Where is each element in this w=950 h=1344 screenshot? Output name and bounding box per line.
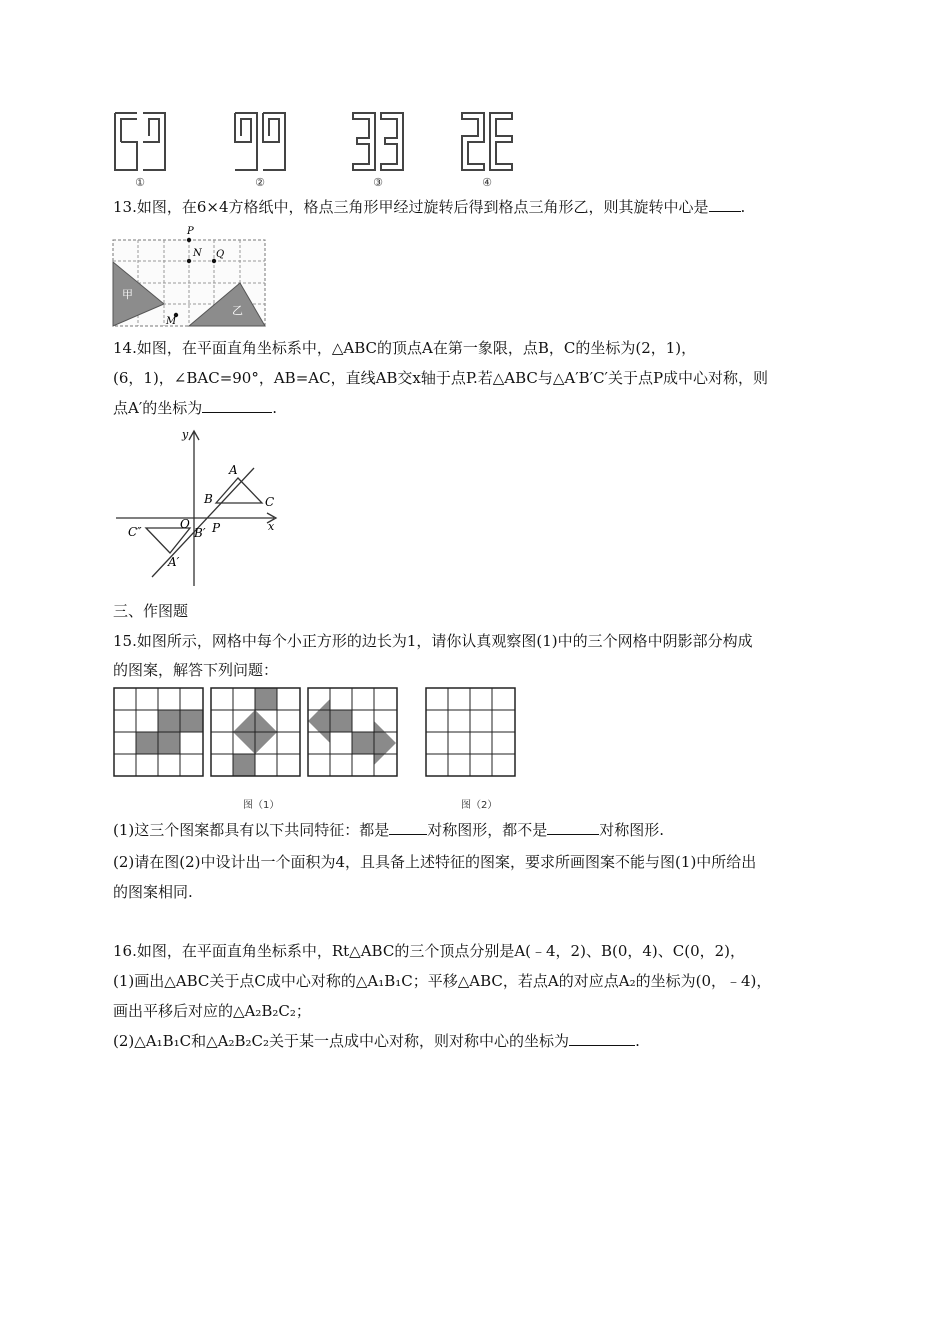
q15-grids-svg — [112, 687, 517, 782]
glyph-22 — [462, 113, 512, 170]
q14-label-Ap: A′ — [168, 555, 180, 569]
q13-answer-blank[interactable] — [709, 197, 741, 212]
q14-label-P: P — [212, 521, 221, 535]
q14-label-y: y — [182, 428, 189, 441]
q13-label-jia: 甲 — [122, 288, 133, 301]
q16-line2: (1)画出△ABC关于点C成中心对称的△A₁B₁C；平移△ABC，若点A的对应点A₂的坐标为(0，﹣4)， — [113, 972, 772, 990]
q15-part1: (1)这三个图案都具有以下共同特征：都是 对称图形，都不是 对称图形. — [113, 821, 665, 839]
q14-label-C: C — [265, 495, 275, 509]
q14-answer-blank[interactable] — [202, 398, 272, 413]
q14-label-O: O — [180, 517, 190, 531]
q13-label-Q: Q — [216, 249, 225, 260]
q14-coordinate-svg — [112, 424, 284, 590]
q15-figures — [112, 687, 517, 782]
q15-part2-line1: (2)请在图(2)中设计出一个面积为4，且具备上述特征的图案，要求所画图案不能与图(1)中所给出 — [113, 853, 757, 871]
q14-line3: 点A′的坐标为 . — [113, 399, 278, 417]
q13-label-yi: 乙 — [232, 304, 243, 317]
q13-label-N: N — [193, 248, 202, 259]
q16-answer-blank[interactable] — [569, 1031, 635, 1046]
q13-label-P: P — [187, 226, 194, 237]
glyph-33 — [353, 113, 403, 170]
q14-figure — [112, 424, 284, 590]
q14-label-Bp: B′ — [194, 526, 206, 540]
q13-text: 13.如图，在6×4方格纸中，格点三角形甲经过旋转后得到格点三角形乙，则其旋转中心是 . — [113, 198, 746, 216]
glyph-label-3: ③ — [373, 176, 383, 189]
q16-line1: 16.如图，在平面直角坐标系中，Rt△ABC的三个顶点分别是A(﹣4，2)、B(0，4)、C(0，2)， — [113, 942, 746, 960]
glyph-label-4: ④ — [482, 176, 492, 189]
q15-part2-line2: 的图案相同. — [113, 883, 193, 901]
q14-label-x: x — [268, 520, 275, 533]
q15-line1: 15.如图所示，网格中每个小正方形的边长为1，请你认真观察图(1)中的三个网格中阴影部分构成 — [113, 632, 753, 650]
section-3-title: 三、作图题 — [113, 602, 189, 620]
q16-line3: 画出平移后对应的△A₂B₂C₂； — [113, 1002, 311, 1020]
q13-grid-svg — [110, 224, 270, 330]
glyph-69 — [115, 113, 165, 170]
q15-fig1-caption: 图（1） — [243, 800, 280, 811]
q14-label-A: A — [229, 463, 238, 477]
q15-fig2-caption: 图（2） — [461, 800, 498, 811]
digit-glyphs-figure — [113, 110, 528, 190]
q14-label-Cp: C″ — [128, 525, 142, 539]
q13-label-M: M — [166, 316, 177, 327]
q15-blank-2[interactable] — [547, 820, 599, 835]
glyph-label-2: ② — [255, 176, 265, 189]
q14-line2: (6，1)，∠BAC=90°，AB=AC，直线AB交x轴于点P.若△ABC与△A′B′C′关于点P成中心对称，则 — [113, 369, 769, 387]
q14-line1: 14.如图，在平面直角坐标系中，△ABC的顶点A在第一象限，点B，C的坐标为(2，1)， — [113, 339, 697, 357]
digit-glyphs-svg — [113, 110, 528, 190]
glyph-99 — [235, 113, 285, 170]
q13-figure — [110, 224, 270, 330]
q15-line2: 的图案，解答下列问题： — [113, 661, 279, 679]
q16-line4: (2)△A₁B₁C和△A₂B₂C₂关于某一点成中心对称，则对称中心的坐标为 . — [113, 1032, 640, 1050]
q15-blank-1[interactable] — [389, 820, 427, 835]
q14-label-B: B — [204, 492, 213, 506]
glyph-label-1: ① — [135, 176, 145, 189]
